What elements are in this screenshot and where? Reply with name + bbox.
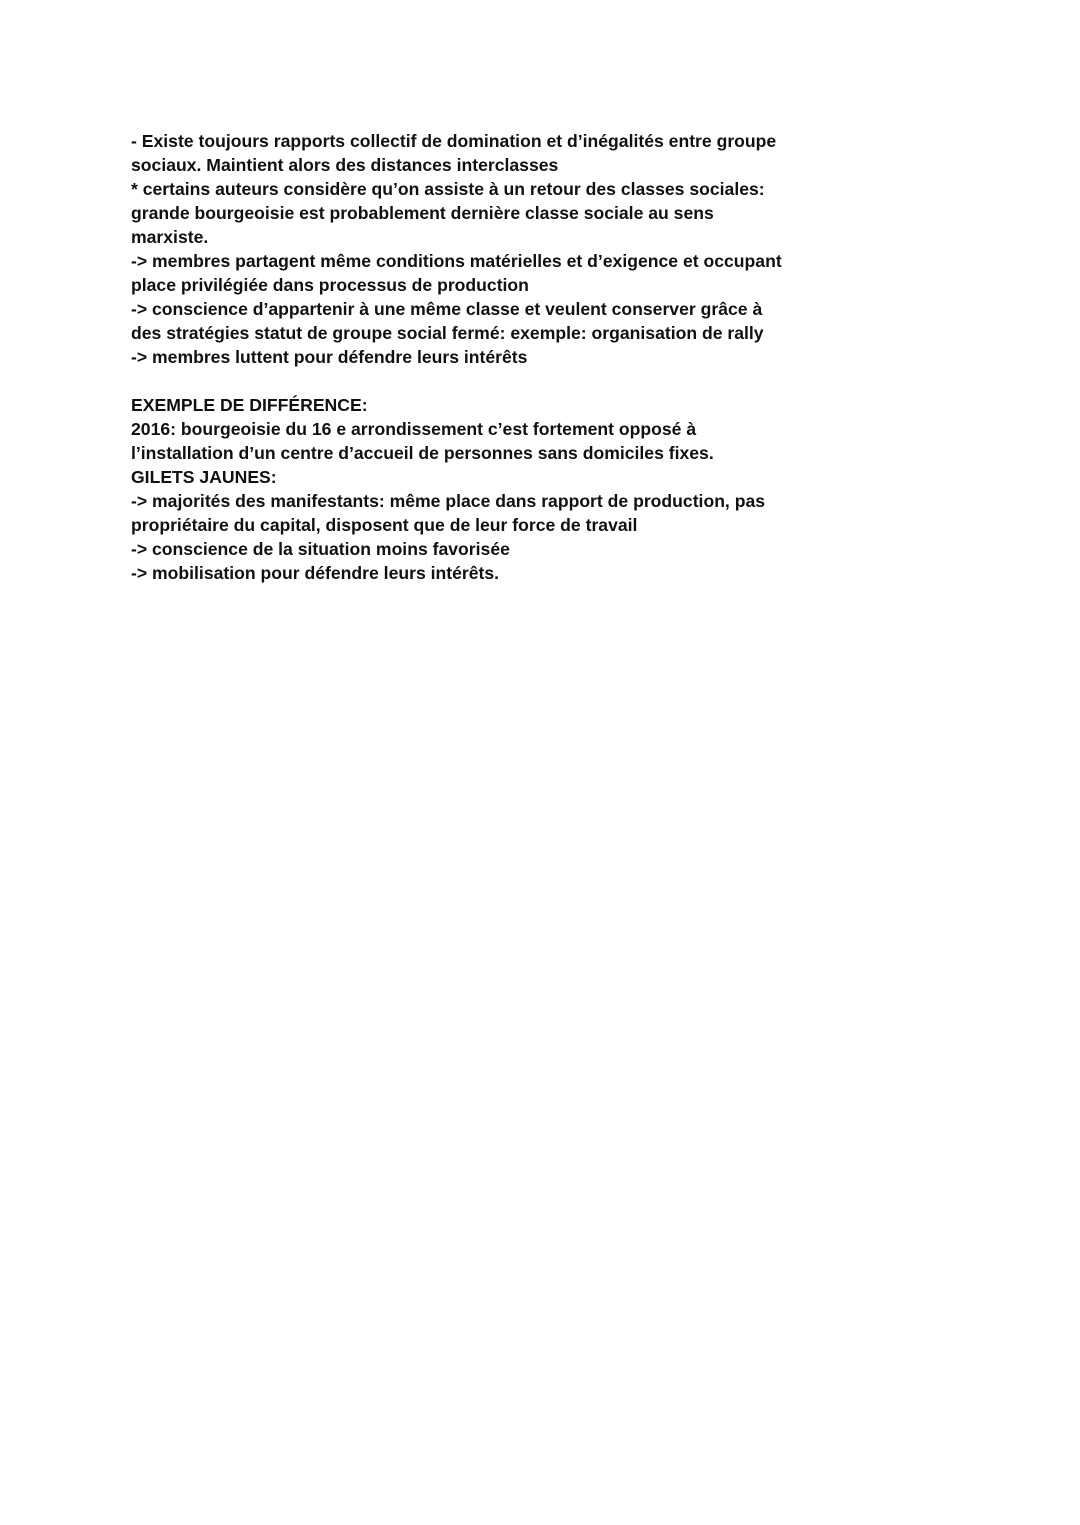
text-line: grande bourgeoisie est probablement dernière classe sociale au sens [131,203,714,223]
section-heading: EXEMPLE DE DIFFÉRENCE: [131,395,368,415]
section-heading: GILETS JAUNES: [131,467,277,487]
text-line: -> membres luttent pour défendre leurs intérêts [131,347,528,367]
text-line: -> majorités des manifestants: même place dans rapport de production, pas [131,491,766,511]
text-line: -> membres partagent même conditions matérielles et d’exigence et occupant [131,251,782,271]
text-line: -> mobilisation pour défendre leurs intérêts. [131,563,500,583]
document-body [131,129,831,585]
text-line: place privilégiée dans processus de production [131,275,529,295]
text-line: des stratégies statut de groupe social fermé: exemple: organisation de rally [131,323,764,343]
text-line: -> conscience de la situation moins favorisée [131,539,510,559]
text-line: sociaux. Maintient alors des distances interclasses [131,155,559,175]
text-line: * certains auteurs considère qu’on assiste à un retour des classes sociales: [131,179,765,199]
text-line: - Existe toujours rapports collectif de domination et d’inégalités entre groupe [131,131,777,151]
text-line: 2016: bourgeoisie du 16 e arrondissement c’est fortement opposé à [131,419,697,439]
text-line: propriétaire du capital, disposent que de leur force de travail [131,515,638,535]
paragraph-spacer [131,369,831,393]
text-line: l’installation d’un centre d’accueil de personnes sans domiciles fixes. [131,443,714,463]
text-line: marxiste. [131,227,209,247]
text-line: -> conscience d’appartenir à une même classe et veulent conserver grâce à [131,299,763,319]
